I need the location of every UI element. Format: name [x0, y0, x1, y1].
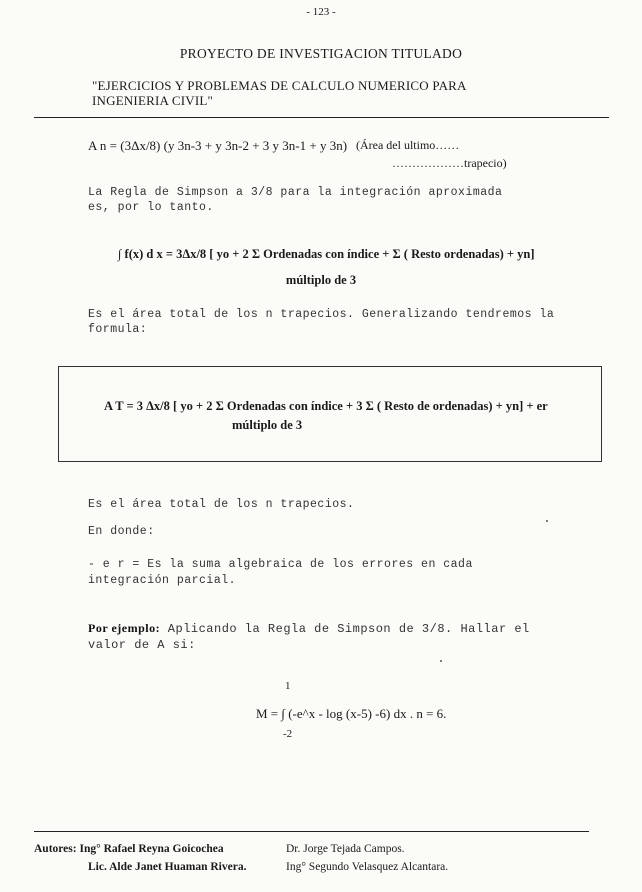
- paragraph-generalize: Es el área total de los n trapecios. Generalizando tendremos la formula:: [88, 308, 555, 336]
- formula-note-line2: ………………trapecio): [392, 156, 507, 170]
- author-name: Dr. Jorge Tejada Campos.: [286, 843, 405, 855]
- example-integral: M = ∫ (-e^x - log (x-5) -6) dx . n = 6.: [256, 706, 447, 721]
- paragraph-total-area: Es el área total de los n trapecios.: [88, 498, 355, 511]
- paragraph-error-definition: - e r = Es la suma algebraica de los errores en cada integración parcial.: [88, 558, 473, 587]
- integral-lower-limit: -2: [283, 728, 293, 740]
- example-text: Aplicando la Regla de Simpson de 3/8. Hallar el valor de A si:: [88, 622, 530, 652]
- authors-label: Autores:: [34, 843, 77, 855]
- simpson-formula: ∫ f(x) d x = 3Δx/8 [ yo + 2 Σ Ordenadas con índice + Σ ( Resto ordenadas) + yn]: [118, 247, 535, 261]
- project-heading: PROYECTO DE INVESTIGACION TITULADO: [179, 46, 463, 61]
- simpson-formula-subscript: múltiplo de 3: [285, 273, 357, 287]
- author-name: Lic. Alde Janet Huaman Rivera.: [88, 861, 247, 873]
- author-name: Ing° Rafael Reyna Goicochea: [79, 843, 224, 855]
- formula-note-line1: (Área del ultimo……: [356, 138, 460, 152]
- footer-rule: [34, 831, 589, 832]
- boxed-formula-subscript: múltiplo de 3: [232, 418, 303, 432]
- boxed-formula-frame: [58, 366, 602, 462]
- area-last-trapezoid-formula: A n = (3Δx/8) (y 3n-3 + y 3n-2 + 3 y 3n-1 + y 3n): [88, 138, 348, 153]
- project-title: "EJERCICIOS Y PROBLEMAS DE CALCULO NUMERICO PARA INGENIERIA CIVIL": [92, 78, 466, 108]
- example-paragraph: [88, 620, 558, 653]
- paragraph-simpson-intro: La Regla de Simpson a 3/8 para la integración aproximada es, por lo tanto.: [88, 186, 503, 214]
- example-label: Por ejemplo:: [88, 621, 161, 635]
- speck: [440, 660, 442, 662]
- boxed-total-area-formula: A T = 3 Δx/8 [ yo + 2 Σ Ordenadas con índice + 3 Σ ( Resto de ordenadas) + yn] + er: [104, 399, 548, 413]
- integral-upper-limit: 1: [285, 680, 291, 692]
- author-name: Ing° Segundo Velasquez Alcantara.: [286, 861, 449, 873]
- speck: [546, 520, 548, 522]
- authors-line1: [34, 843, 224, 855]
- paragraph-where: En donde:: [88, 525, 155, 538]
- page-number: - 123 -: [306, 6, 336, 18]
- header-rule: [34, 117, 609, 118]
